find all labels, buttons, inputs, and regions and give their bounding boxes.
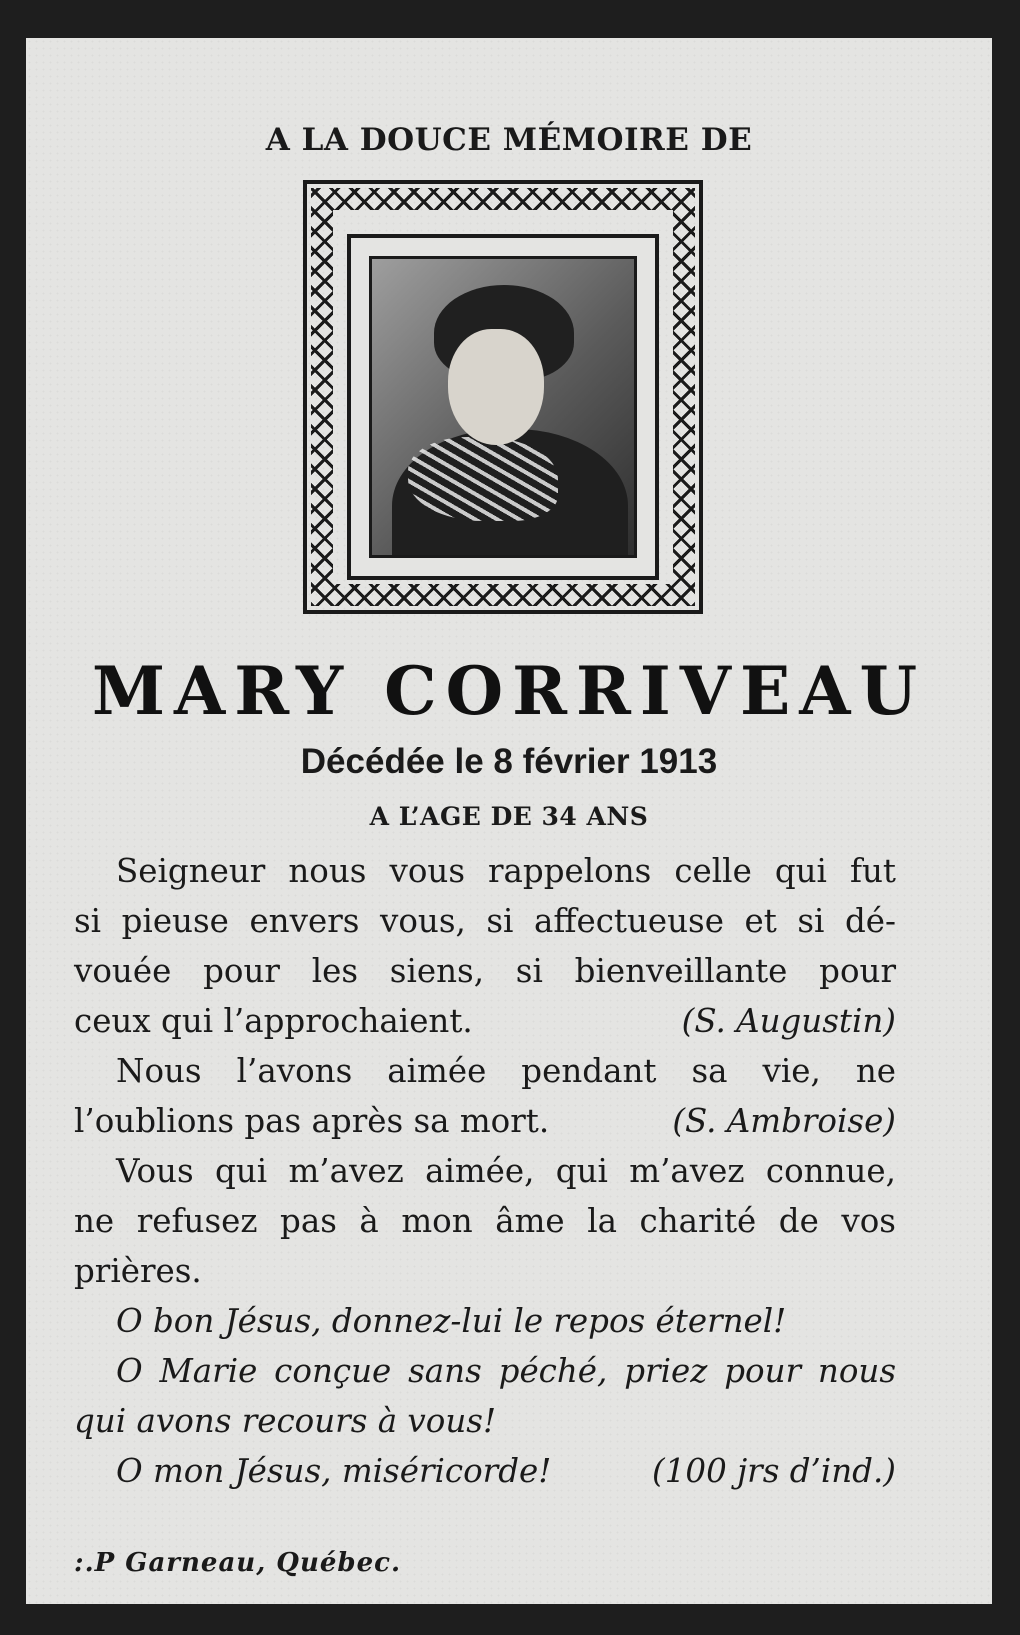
invocation-line: qui avons recours à vous! — [74, 1402, 497, 1440]
portrait-face — [448, 329, 544, 445]
prayer-line: prières. — [74, 1252, 202, 1290]
invocation-line: O bon Jésus, donnez-lui le repos éternel! — [116, 1302, 787, 1340]
deceased-name: MARY CORRIVEAU — [91, 652, 927, 730]
prayer-line: Nous l’avons aimée pendant sa vie, ne — [116, 1052, 896, 1090]
death-date: Décédée le 8 février 1913 — [300, 742, 718, 781]
prayer-text — [74, 846, 896, 1496]
prayer-line: l’oublions pas après sa mort. — [74, 1102, 550, 1140]
ornamental-frame — [303, 180, 703, 614]
prayer-line: ceux qui l’approchaient. — [74, 1002, 473, 1040]
citation-augustin: (S. Augustin) — [681, 1002, 896, 1040]
prayer-line-with-citation — [74, 996, 896, 1046]
age-at-death: A L’AGE DE 34 ANS — [369, 802, 649, 831]
invocation-line-with-indulgence — [74, 1446, 896, 1496]
prayer-line: vouée pour les siens, si bienveillante pour — [74, 952, 896, 990]
photo-mat — [347, 234, 659, 580]
portrait-photo — [369, 256, 637, 558]
printer-imprint: :.P Garneau, Québec. — [74, 1548, 401, 1578]
prayer-line: si pieuse envers vous, si affectueuse et si dé- — [74, 902, 896, 940]
prayer-line-with-citation — [74, 1096, 896, 1146]
memorial-card — [26, 38, 992, 1604]
prayer-line: Vous qui m’avez aimée, qui m’avez connue, — [116, 1152, 896, 1190]
indulgence-note: (100 jrs d’ind.) — [652, 1452, 896, 1490]
portrait-lace-collar — [408, 437, 558, 521]
prayer-line: ne refusez pas à mon âme la charité de vos — [74, 1202, 896, 1240]
invocation-line: O Marie conçue sans péché, priez pour nous — [116, 1352, 896, 1390]
memorial-heading: A LA DOUCE MÉMOIRE DE — [265, 122, 753, 158]
prayer-line: Seigneur nous vous rappelons celle qui fut — [116, 852, 896, 890]
citation-ambroise: (S. Ambroise) — [672, 1102, 896, 1140]
invocation-line: O mon Jésus, miséricorde! — [116, 1452, 552, 1490]
